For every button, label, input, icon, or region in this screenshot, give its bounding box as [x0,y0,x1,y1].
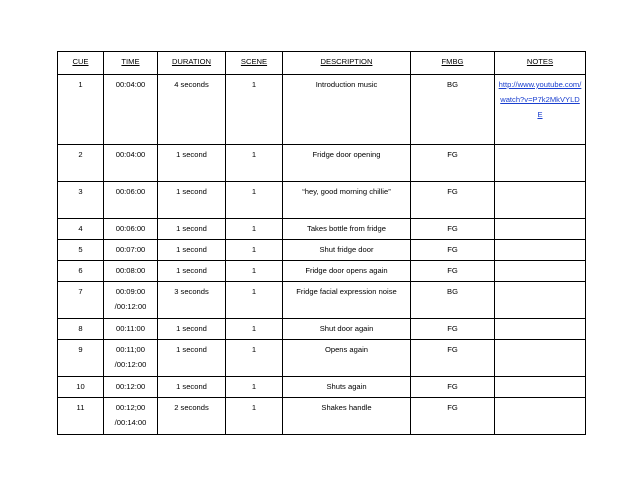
time-cell [104,75,158,145]
table-row [58,182,586,219]
duration-cell: 1 second [158,219,226,240]
duration-cell: 1 second [158,261,226,282]
cue-cell: 7 [58,282,104,319]
duration-cell: 2 seconds [158,398,226,435]
notes-cell [495,219,586,240]
time-end: /00:14:00 [114,418,147,427]
time-cell [104,182,158,219]
time-cell [104,240,158,261]
time-cell [104,261,158,282]
time-cell [104,145,158,182]
cue-cell: 2 [58,145,104,182]
header-scene: SCENE [226,52,283,75]
header-notes: NOTES [495,52,586,75]
scene-cell: 1 [226,219,283,240]
time-start: 00:11:00 [116,324,145,333]
description-cell: Fridge facial expression noise [283,282,411,319]
fmbg-cell: FG [411,240,495,261]
table-row [58,219,586,240]
table-row [58,145,586,182]
duration-cell: 4 seconds [158,75,226,145]
table-row [58,340,586,377]
duration-cell: 1 second [158,182,226,219]
youtube-link[interactable]: http://www.youtube.com/watch?v=P7k2MkVYLDE [498,80,582,119]
cue-cell: 11 [58,398,104,435]
table-row [58,261,586,282]
time-cell [104,219,158,240]
fmbg-cell: FG [411,398,495,435]
time-start: 00:11;00 [116,345,145,354]
time-cell [104,377,158,398]
notes-cell [495,261,586,282]
duration-cell: 1 second [158,340,226,377]
fmbg-cell: BG [411,282,495,319]
fmbg-cell: FG [411,261,495,282]
time-cell [104,282,158,319]
time-start: 00:12;00 [115,403,146,412]
time-start: 00:07:00 [115,245,146,254]
table-row [58,240,586,261]
notes-cell [495,340,586,377]
cue-cell: 5 [58,240,104,261]
header-row [58,52,586,75]
description-cell: Shut fridge door [283,240,411,261]
time-start: 00:06:00 [115,224,146,233]
duration-cell: 1 second [158,377,226,398]
header-fmbg: FMBG [411,52,495,75]
header-description: DESCRIPTION [283,52,411,75]
description-cell: Shut door again [283,319,411,340]
scene-cell: 1 [226,282,283,319]
scene-cell: 1 [226,145,283,182]
table-row [58,398,586,435]
duration-cell: 3 seconds [158,282,226,319]
table-row [58,319,586,340]
description-cell: “hey, good morning chillie” [283,182,411,219]
notes-cell [495,182,586,219]
scene-cell: 1 [226,75,283,145]
table-row [58,75,586,145]
fmbg-cell: FG [411,340,495,377]
notes-cell [495,240,586,261]
time-start: 00:04:00 [115,80,146,89]
duration-cell: 1 second [158,240,226,261]
description-cell: Fridge door opens again [283,261,411,282]
cue-cell: 1 [58,75,104,145]
scene-cell: 1 [226,240,283,261]
description-cell: Introduction music [283,75,411,145]
notes-cell [495,398,586,435]
description-cell: Opens again [283,340,411,377]
scene-cell: 1 [226,377,283,398]
scene-cell: 1 [226,340,283,377]
notes-cell [495,377,586,398]
fmbg-cell: FG [411,319,495,340]
notes-cell [495,319,586,340]
duration-cell: 1 second [158,319,226,340]
time-start: 00:04:00 [115,150,146,159]
time-cell [104,340,158,377]
duration-cell: 1 second [158,145,226,182]
time-cell [104,398,158,435]
header-duration: DURATION [158,52,226,75]
notes-cell [495,282,586,319]
fmbg-cell: FG [411,145,495,182]
header-time: TIME [104,52,158,75]
scene-cell: 1 [226,319,283,340]
time-end: /00:12:00 [114,302,147,311]
fmbg-cell: FG [411,219,495,240]
cue-sheet-table [57,51,586,435]
time-end: /00:12:00 [114,360,147,369]
cue-cell: 10 [58,377,104,398]
scene-cell: 1 [226,261,283,282]
description-cell: Fridge door opening [283,145,411,182]
notes-cell [495,145,586,182]
description-cell: Shakes handle [283,398,411,435]
description-cell: Shuts again [283,377,411,398]
cue-cell: 9 [58,340,104,377]
cue-cell: 8 [58,319,104,340]
fmbg-cell: BG [411,75,495,145]
table-row [58,377,586,398]
header-cue: CUE [58,52,104,75]
cue-cell: 4 [58,219,104,240]
time-start: 00:09:00 [115,287,146,296]
scene-cell: 1 [226,182,283,219]
time-start: 00:12:00 [115,382,146,391]
time-start: 00:06:00 [115,187,146,196]
table-row [58,282,586,319]
fmbg-cell: FG [411,182,495,219]
time-start: 00:08:00 [115,266,146,275]
time-cell [104,319,158,340]
scene-cell: 1 [226,398,283,435]
notes-cell [495,75,586,145]
cue-cell: 6 [58,261,104,282]
fmbg-cell: FG [411,377,495,398]
description-cell: Takes bottle from fridge [283,219,411,240]
cue-cell: 3 [58,182,104,219]
